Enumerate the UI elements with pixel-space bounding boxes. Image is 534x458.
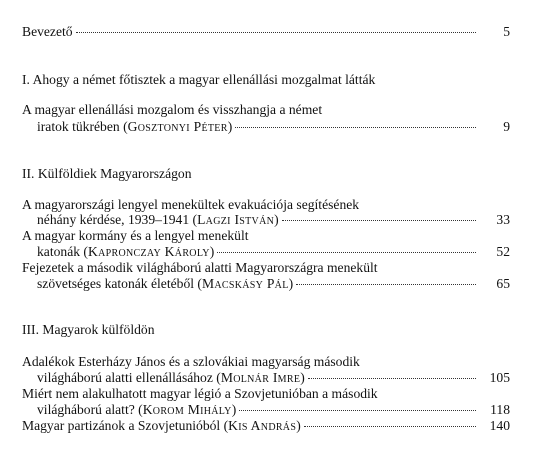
entry-line2: világháború alatt? (Korom Mihály) — [37, 402, 237, 417]
section-heading-2: II. Külföldiek Magyarországon — [22, 166, 192, 181]
entry-line2: világháború alatti ellenállásához (Molnár Imre) — [37, 370, 305, 385]
section-heading-3: III. Magyarok külföldön — [22, 322, 155, 337]
dot-leader — [296, 284, 476, 285]
dot-leader — [217, 252, 476, 253]
entry-line2: néhány kérdése, 1939–1941 (Lagzi István) — [37, 212, 279, 227]
page-number: 140 — [489, 418, 510, 433]
toc-entry — [37, 119, 510, 135]
page-number: 9 — [503, 119, 510, 134]
author-name: Macskásy Pál — [201, 276, 289, 291]
entry-line1: A magyar ellenállási mozgalom és visszhangja a német — [22, 102, 323, 117]
author-name: Gosztonyi Péter — [127, 119, 228, 134]
entry-line2: iratok tükrében (Gosztonyi Péter) — [37, 119, 233, 134]
toc-entry — [37, 402, 510, 418]
dot-leader — [304, 426, 476, 427]
page-number: 5 — [503, 24, 510, 39]
toc-entry — [37, 276, 510, 292]
toc-entry — [37, 212, 510, 228]
dot-leader — [76, 32, 476, 33]
entry-line2: katonák (Kapronczay Károly) — [37, 244, 215, 259]
author-name: Lagzi István — [197, 212, 275, 227]
entry-title: Bevezető — [22, 24, 73, 39]
toc-entry-intro — [22, 24, 510, 40]
page-number: 65 — [496, 276, 510, 291]
author-name: Kapronczay Károly — [87, 244, 210, 259]
section-heading-1: I. Ahogy a német főtisztek a magyar ellenállási mozgalmat látták — [22, 72, 376, 87]
dot-leader — [282, 220, 476, 221]
entry-line2: szövetséges katonák életéből (Macskásy Pál) — [37, 276, 294, 291]
entry-line1: Adalékok Esterházy János és a szlovákiai magyarság második — [22, 354, 360, 369]
entry-line1: A magyar kormány és a lengyel menekült — [22, 228, 249, 243]
page-number: 118 — [490, 402, 510, 417]
entry-line1: Miért nem alakulhatott magyar légió a Szovjetunióban a második — [22, 386, 378, 401]
author-name: Molnár Imre — [220, 370, 301, 385]
toc-entry — [37, 244, 510, 260]
author-name: Korom Mihály — [142, 402, 232, 417]
author-name: Kis András — [228, 418, 297, 433]
page-number: 105 — [489, 370, 510, 385]
toc-entry — [22, 418, 510, 434]
toc-entry — [37, 370, 510, 386]
dot-leader — [235, 127, 476, 128]
entry-line1: Fejezetek a második világháború alatti Magyarországra menekült — [22, 260, 378, 275]
dot-leader — [239, 410, 476, 411]
page-number: 52 — [496, 244, 510, 259]
entry-title: Magyar partizánok a Szovjetunióból (Kis András) — [22, 418, 301, 433]
page-number: 33 — [496, 212, 510, 227]
entry-line1: A magyarországi lengyel menekültek evakuációja segítésének — [22, 197, 360, 212]
dot-leader — [308, 378, 476, 379]
